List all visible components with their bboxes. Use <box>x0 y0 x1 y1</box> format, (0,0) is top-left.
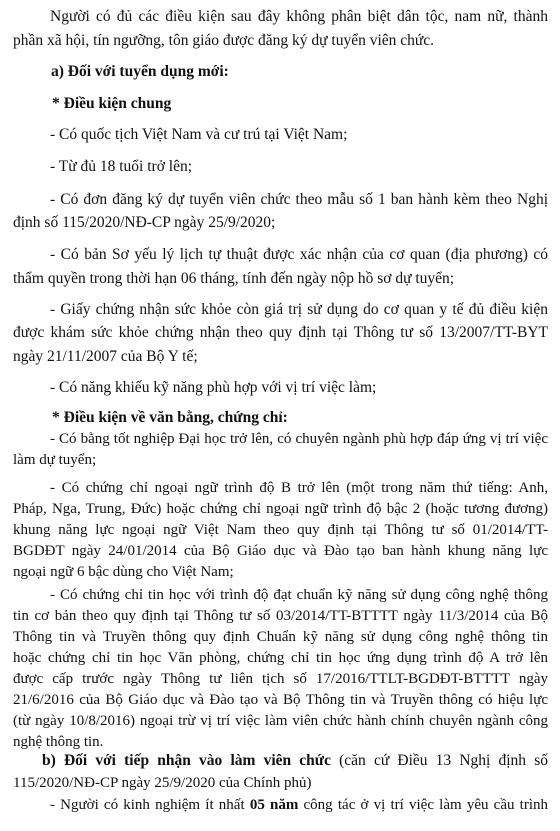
text-line: - Có quốc tịch Việt Nam và cư trú tại Việt Nam; <box>50 126 348 143</box>
section-b-p1-b: công tác ở vị trí việc làm yêu cầu trình <box>298 797 548 813</box>
section-b-title-rest: (căn cứ Điều 13 Nghị định số <box>330 752 548 769</box>
text-line: nghệ thông tin. <box>13 734 104 750</box>
section-b-heading <box>42 750 548 771</box>
text-line: thẩm quyền trong thời hạn 06 tháng, tính đến ngày nộp hồ sơ dự tuyển; <box>13 270 455 287</box>
text-line: * Điều kiện về văn bằng, chứng chỉ: <box>52 409 288 426</box>
section-b-title: b) Đối với tiếp nhận vào làm viên chức <box>42 752 331 769</box>
text-line: - Có bản Sơ yếu lý lịch tự thuật được xác nhận của cơ quan (địa phương) có <box>50 246 548 263</box>
text-line: Thông tin và Truyền thông quy định Chuẩn kỹ năng sử dụng công nghệ thông tin <box>13 629 548 645</box>
text-line: ngoại ngữ 6 bậc dùng cho Việt Nam; <box>13 564 234 580</box>
text-line: khung năng lực ngoại ngữ Việt Nam theo quy định tại Thông tư số 01/2014/TT- <box>13 522 548 538</box>
text-line: định số 115/2020/NĐ-CP ngày 25/9/2020; <box>13 214 276 231</box>
text-line: - Có chứng chỉ ngoại ngữ trình độ B trở lên (một trong năm thứ tiếng: Anh, <box>50 480 548 496</box>
text-line: * Điều kiện chung <box>52 95 172 112</box>
text-line: a) Đối với tuyển dụng mới: <box>51 63 229 80</box>
text-line: Pháp, Nga, Trung, Đức) hoặc chứng chỉ ngoại ngữ trình độ bậc 2 (hoặc tương đương) <box>13 501 548 517</box>
text-line: - Có đơn đăng ký dự tuyển viên chức theo mẫu số 1 ban hành kèm theo Nghị <box>50 191 548 208</box>
text-line: tin cơ bản theo quy định tại Thông tư số 03/2014/TT-BTTTT ngày 11/3/2014 của Bộ <box>13 608 548 624</box>
text-line: hoặc chứng chỉ tin học Văn phòng, chứng chỉ tin học ứng dụng trình độ A trở lên <box>13 650 548 666</box>
text-line: phần xã hội, tín ngưỡng, tôn giáo được đăng ký dự tuyển viên chức. <box>13 32 435 49</box>
text-line: - Có bằng tốt nghiệp Đại học trở lên, có chuyên ngành phù hợp đáp ứng vị trí việc <box>50 431 548 447</box>
section-b-para-first <box>50 795 548 815</box>
text-line: được cấp trước ngày Thông tư liên tịch số 17/2016/TTLT-BGDĐT-BTTTT ngày <box>13 671 548 687</box>
section-b-p1-a: - Người có kinh nghiệm ít nhất <box>50 797 250 813</box>
text-line: 21/6/2016 của Bộ Giáo dục và Đào tạo và Bộ Thông tin và Truyền thông có hiệu lực <box>13 692 548 708</box>
text-line: - Từ đủ 18 tuổi trở lên; <box>50 158 193 175</box>
text-line: - Có chứng chỉ tin học với trình độ đạt chuẩn kỹ năng sử dụng công nghệ thông <box>50 587 548 603</box>
text-line: được khám sức khỏe chứng nhận theo quy định tại Thông tư số 13/2007/TT-BYT <box>13 324 548 341</box>
text-line: Người có đủ các điều kiện sau đây không phân biệt dân tộc, nam nữ, thành <box>50 8 548 25</box>
text-line: - Giấy chứng nhận sức khỏe còn giá trị sử dụng do cơ quan y tế đủ điều kiện <box>50 301 548 318</box>
text-line: - Có năng khiếu kỹ năng phù hợp với vị trí việc làm; <box>50 379 377 396</box>
text-line: làm dự tuyển; <box>13 452 97 468</box>
section-b-line2: 115/2020/NĐ-CP ngày 25/9/2020 của Chính phủ) <box>13 775 312 791</box>
text-line: BGDĐT ngày 24/01/2014 của Bộ Giáo dục và Đào tạo ban hành khung năng lực <box>13 543 548 559</box>
text-line: (từ ngày 10/8/2016) ngoại trừ vị trí việc làm viên chức hành chính chuyên ngành công <box>13 713 548 729</box>
text-line: ngày 21/11/2007 của Bộ Y tế; <box>13 348 198 365</box>
section-b-p1-bold: 05 năm <box>249 797 299 813</box>
